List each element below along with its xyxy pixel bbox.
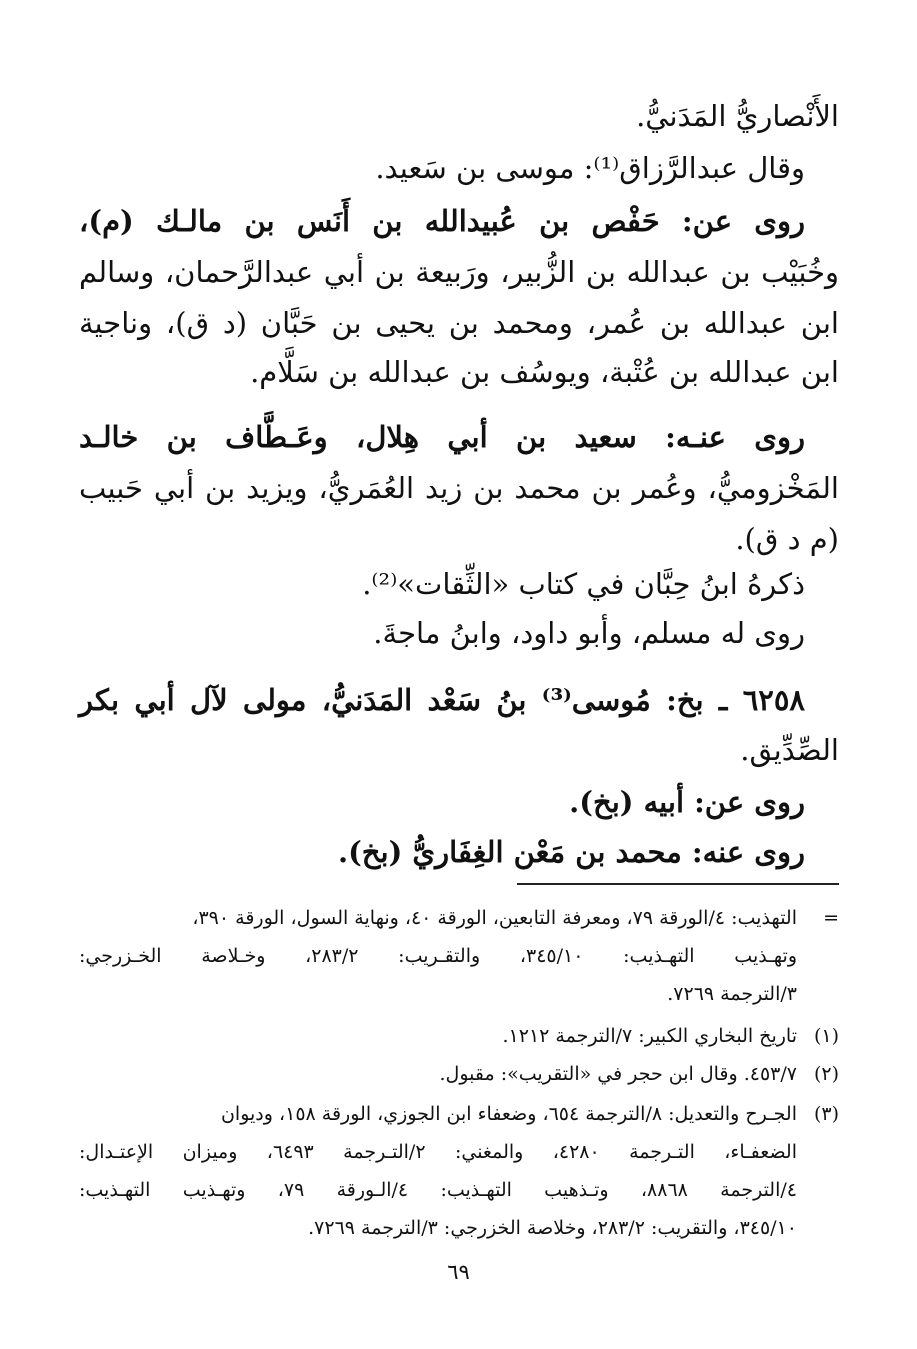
footnote-text: ٣٤٥/١٠، والتقريب: ٢٨٣/٢، وخلاصة الخزرجي: ٣/الترجمة ٧٢٦٩. — [308, 1217, 797, 1239]
footnote-1 — [79, 1022, 839, 1050]
body-line: الأَنْصاريُّ المَدَنيُّ. — [636, 99, 839, 133]
body-line: روى عن: حَفْص بن عُبيدالله بن أَنَس بن مالـك (م)، — [79, 204, 805, 238]
footnote-text: الضعفـاء، التـرجمة ٤٢٨٠، والمغني: ٢/التـرجمة ٦٤٩٣، وميزان الإعتـدال: — [79, 1141, 797, 1163]
body-line: (م د ق). — [735, 522, 839, 556]
entry-heading: ٦٢٥٨ ـ بخ: مُوسى⁽³⁾ بنُ سَعْد المَدَنيُّ، مولى لآل أبي بكر — [79, 683, 805, 717]
body-line: روى له مسلم، وأبو داود، وابنُ ماجةَ. — [373, 616, 805, 650]
footnote-text: وتهـذيب التهـذيب: ٣٤٥/١٠، والتقـريب: ٢٨٣/٢، وخـلاصة الخـزرجي: — [79, 945, 797, 967]
footnote-text: الجـرح والتعديل: ٨/الترجمة ٦٥٤، وضعفاء ابن الجوزي، الورقة ١٥٨، وديوان — [220, 1103, 797, 1125]
footnote-2 — [79, 1060, 839, 1088]
body-line: الصِّدِّيق. — [740, 733, 839, 767]
body-line: ذكرهُ ابنُ حِبَّان في كتاب «الثِّقات»⁽²⁾. — [362, 567, 805, 601]
footnote-text: تاريخ البخاري الكبير: ٧/الترجمة ١٢١٢. — [502, 1025, 797, 1047]
body-line: روى عنه: محمد بن مَعْن الغِفَاريُّ (بخ). — [337, 835, 805, 869]
body-line: وقال عبدالرَّزاق⁽¹⁾: موسى بن سَعيد. — [375, 151, 805, 185]
footnote-3 — [79, 1100, 839, 1128]
body-line: روى عنـه: سعيد بن أبي هِلال، وعَـطَّاف بن خالـد — [79, 420, 805, 454]
body-line: روى عن: أبيه (بخ). — [569, 785, 805, 819]
footnote-mark: (٣) — [813, 1103, 839, 1125]
footnote-mark: (١) — [813, 1025, 839, 1047]
footnote-mark: = — [823, 907, 839, 929]
body-line: وخُبَيْب بن عبدالله بن الزُّبير، ورَبيعة بن أبي عبدالرَّحمان، وسالم — [79, 255, 839, 289]
body-line: ابن عبدالله بن عُتْبة، ويوسُف بن عبدالله بن سَلَّام. — [250, 355, 839, 389]
footnote-text: ٤٥٣/٧. وقال ابن حجر في «التقريب»: مقبول. — [439, 1063, 797, 1085]
footnote-separator — [517, 883, 839, 885]
body-line: المَخْزوميُّ، وعُمر بن محمد بن زيد العُمَريُّ، ويزيد بن أبي حَبيب — [79, 471, 839, 505]
footnote-continued — [79, 904, 839, 932]
page-number: ٦٩ — [447, 1260, 470, 1284]
body-line: ابن عبدالله بن عُمر، ومحمد بن يحيى بن حَبَّان (د ق)، وناجية — [79, 306, 839, 340]
footnote-text: ٤/الترجمة ٨٨٦٨، وتـذهيب التهـذيب: ٤/الـورقة ٧٩، وتهـذيب التهـذيب: — [79, 1179, 797, 1201]
footnote-text: التهذيب: ٤/الورقة ٧٩، ومعرفة التابعين، الورقة ٤٠، ونهاية السول، الورقة ٣٩٠، — [192, 907, 797, 929]
footnote-text: ٣/الترجمة ٧٢٦٩. — [667, 983, 797, 1005]
footnote-mark: (٢) — [813, 1063, 839, 1085]
